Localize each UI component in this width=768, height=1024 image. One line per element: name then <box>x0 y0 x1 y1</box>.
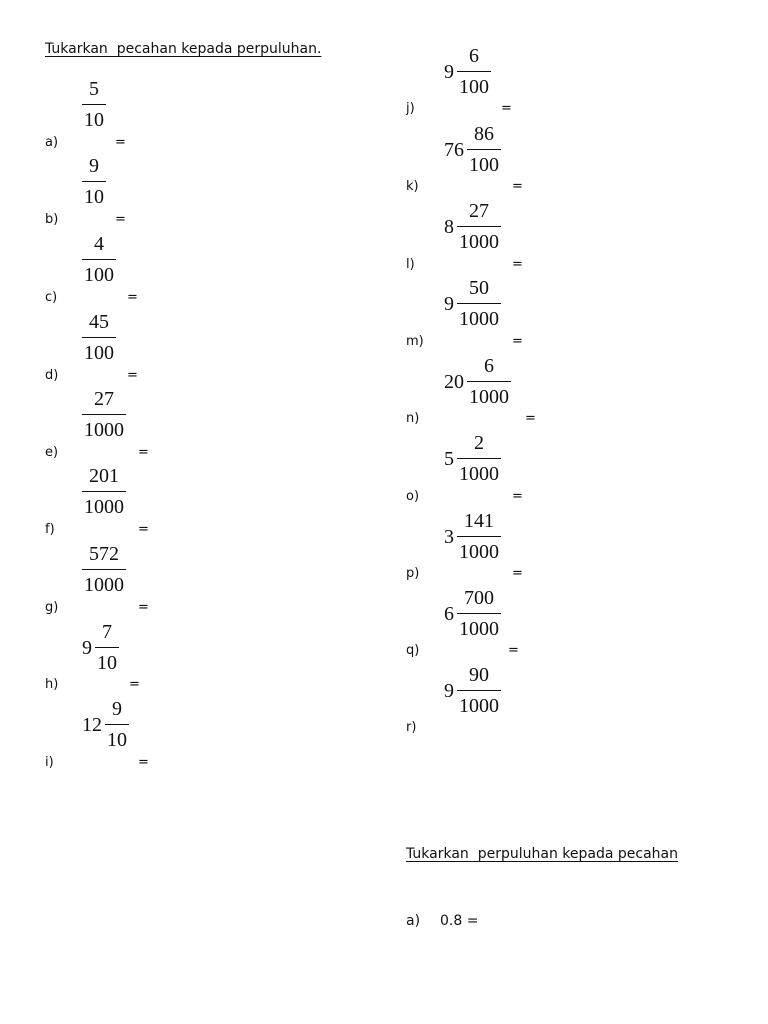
fraction <box>82 156 106 207</box>
whole-number: 9 <box>444 679 454 702</box>
equals-sign: = <box>138 755 149 770</box>
equals-sign: = <box>512 566 523 581</box>
equals-sign: = <box>138 445 149 460</box>
denominator: 1000 <box>457 690 501 716</box>
numerator: 2 <box>474 432 484 454</box>
question-label: f) <box>45 522 55 537</box>
fraction <box>444 201 501 252</box>
denominator: 1000 <box>82 414 126 440</box>
whole-number: 76 <box>444 138 464 161</box>
numerator: 5 <box>89 78 99 100</box>
numerator: 572 <box>89 543 119 565</box>
section2-title: Tukarkan perpuluhan kepada pecahan <box>406 846 678 862</box>
denominator: 1000 <box>457 226 501 252</box>
equals-sign: = <box>138 600 149 615</box>
whole-number: 9 <box>444 292 454 315</box>
numerator: 27 <box>469 200 489 222</box>
fraction <box>82 79 106 130</box>
question-label: a) <box>45 135 59 150</box>
question-label: a) <box>406 913 421 929</box>
equals-sign: = <box>138 522 149 537</box>
numerator: 141 <box>464 510 494 532</box>
fraction <box>444 588 501 639</box>
question-label: g) <box>45 600 59 615</box>
whole-number: 9 <box>444 60 454 83</box>
whole-number: 3 <box>444 525 454 548</box>
fraction <box>444 665 501 716</box>
fraction <box>82 544 126 595</box>
equals-sign: = <box>525 411 536 426</box>
question-label: q) <box>406 643 420 658</box>
numerator: 7 <box>102 621 112 643</box>
fraction <box>444 46 491 97</box>
denominator: 100 <box>82 337 116 363</box>
fraction <box>82 389 126 440</box>
whole-number: 8 <box>444 215 454 238</box>
equals-sign: = <box>115 135 126 150</box>
equals-sign: = <box>512 489 523 504</box>
denominator: 100 <box>467 149 501 175</box>
numerator: 4 <box>94 233 104 255</box>
question-label: o) <box>406 489 420 504</box>
denominator: 100 <box>82 259 116 285</box>
denominator: 10 <box>95 647 119 673</box>
fraction <box>444 124 501 175</box>
equals-sign: = <box>508 643 519 658</box>
denominator: 100 <box>457 71 491 97</box>
question-label: p) <box>406 566 420 581</box>
fraction <box>82 312 116 363</box>
denominator: 1000 <box>82 491 126 517</box>
denominator: 10 <box>82 181 106 207</box>
equals-sign: = <box>115 212 126 227</box>
numerator: 6 <box>484 355 494 377</box>
fraction <box>82 699 129 750</box>
section1-title: Tukarkan pecahan kepada perpuluhan. <box>45 41 322 57</box>
question-label: d) <box>45 368 59 383</box>
numerator: 90 <box>469 664 489 686</box>
numerator: 86 <box>474 123 494 145</box>
denominator: 1000 <box>82 569 126 595</box>
numerator: 50 <box>469 277 489 299</box>
question-label: e) <box>45 445 59 460</box>
fraction <box>82 466 126 517</box>
whole-number: 12 <box>82 713 102 736</box>
question-label: c) <box>45 290 58 305</box>
fraction <box>444 278 501 329</box>
fraction <box>82 234 116 285</box>
denominator: 1000 <box>457 303 501 329</box>
numerator: 700 <box>464 587 494 609</box>
question-label: h) <box>45 677 59 692</box>
numerator: 6 <box>469 45 479 67</box>
question-label: r) <box>406 720 417 735</box>
numerator: 9 <box>89 155 99 177</box>
equals-sign: = <box>129 677 140 692</box>
whole-number: 9 <box>82 636 92 659</box>
question-label: n) <box>406 411 420 426</box>
numerator: 27 <box>94 388 114 410</box>
whole-number: 20 <box>444 370 464 393</box>
denominator: 10 <box>82 104 106 130</box>
denominator: 1000 <box>467 381 511 407</box>
fraction <box>444 356 511 407</box>
equals-sign: = <box>501 101 512 116</box>
fraction <box>444 511 501 562</box>
whole-number: 6 <box>444 602 454 625</box>
denominator: 1000 <box>457 458 501 484</box>
numerator: 9 <box>112 698 122 720</box>
question-label: b) <box>45 212 59 227</box>
equals-sign: = <box>127 368 138 383</box>
denominator: 1000 <box>457 536 501 562</box>
numerator: 201 <box>89 465 119 487</box>
denominator: 1000 <box>457 613 501 639</box>
equals-sign: = <box>512 257 523 272</box>
equals-sign: = <box>512 334 523 349</box>
numerator: 45 <box>89 311 109 333</box>
denominator: 10 <box>105 724 129 750</box>
fraction <box>444 433 501 484</box>
equals-sign: = <box>127 290 138 305</box>
question-label: l) <box>406 257 415 272</box>
question-label: i) <box>45 755 54 770</box>
whole-number: 5 <box>444 447 454 470</box>
question-label: j) <box>406 101 415 116</box>
question-label: m) <box>406 334 424 349</box>
fraction <box>82 622 119 673</box>
decimal-value: 0.8 = <box>440 913 479 929</box>
equals-sign: = <box>512 179 523 194</box>
question-label: k) <box>406 179 419 194</box>
